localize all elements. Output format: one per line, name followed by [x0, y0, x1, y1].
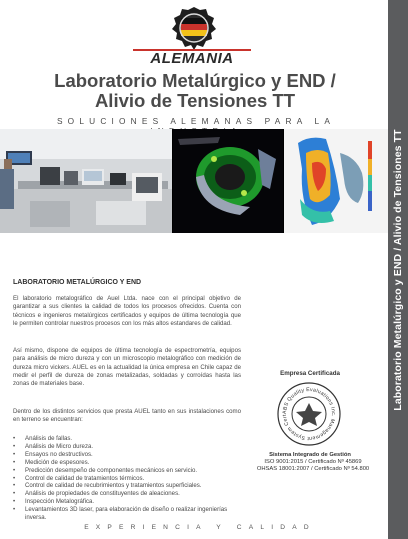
abs-certification-seal: [276, 381, 342, 447]
lab-photo: [0, 129, 172, 233]
page-title: [30, 71, 360, 111]
services-list: [13, 435, 241, 522]
paragraph-services-intro: Dentro de los distintos servicios que presta AUEL tanto en sus instalaciones como en terreno se encuentran:: [13, 408, 241, 424]
page-subtitle: SOLUCIONES ALEMANAS PARA LA: [56, 116, 336, 126]
management-system-title: Sistema Integrado de Gestión: [269, 452, 351, 458]
list-item: • Predicción desempeño de componentes mecánicos en servicio.: [13, 467, 241, 475]
footer-tagline: EXPERIENCIA Y CALIDAD: [84, 524, 316, 531]
company-logo: [168, 6, 220, 50]
iso-certificate-line: ISO 9001:2015 / Certificado Nº 45869: [264, 459, 362, 465]
list-item: • Medición de espesores.: [13, 459, 241, 467]
page-title-line1: Laboratorio Metalúrgico y END /: [54, 70, 336, 91]
list-item: • Ensayos no destructivos.: [13, 451, 241, 459]
list-item: • Análisis de fallas.: [13, 435, 241, 443]
list-item: • Control de calidad de recubrimientos y tratamientos superficiales.: [13, 482, 241, 490]
list-item: • Levantamientos 3D laser, para elaboración de diseño o realizar ingenierías inversa.: [13, 506, 241, 522]
list-item: • Inspección Metalográfica.: [13, 498, 241, 506]
section-heading: LABORATORIO METALÚRGICO Y END: [13, 279, 142, 286]
photo-band: [0, 129, 388, 233]
brand-name: ALEMANIA: [150, 50, 234, 67]
list-item: • Análisis de propiedades de constituyentes de aleaciones.: [13, 490, 241, 498]
ndt-3d-scan: [173, 129, 283, 233]
ohsas-certificate-line: OHSAS 18001:2007 / Certificado Nº 54.800: [256, 466, 370, 472]
vertical-sidebar: [388, 0, 408, 539]
page-title-line2: Alivio de Tensiones TT: [94, 90, 296, 111]
certificate-title: Empresa Certificada: [280, 370, 340, 377]
color-deviation-map: [284, 129, 388, 233]
list-item: • Análisis de Micro dureza.: [13, 443, 241, 451]
seal-ring-text: ABS Quality Evaluations Inc. Management System Cert: [281, 386, 337, 442]
paragraph-intro: El laboratorio metalográfico de Auel Ltda. nace con el principal objetivo de garantizar a sus clientes la calidad de todos los procesos ofrecidos. Cuenta con técnicos e ingenieros metalúrgicos certificados y equipos de última tecnología que le permiten controlar nuestros procesos con los más altos estandares de calidad.: [13, 295, 241, 327]
paragraph-equipment: Así mismo, dispone de equipos de última tecnología de espectrometría, equipos para análisis de micro dureza y con un microscopio metalográfico con medición de dureza micro vickers. AUEL es en la actualidad la única empresa en Chile capaz de medir el perfil de dureza de zonas metalizadas, soldadas y corroídas hasta las zonas de materiales base.: [13, 347, 241, 388]
list-item: • Control de calidad de tratamientos térmicos.: [13, 475, 241, 483]
vertical-sidebar-title: Laboratorio Metalúrgico y END / Alivio de Tensiones TT: [392, 129, 404, 411]
